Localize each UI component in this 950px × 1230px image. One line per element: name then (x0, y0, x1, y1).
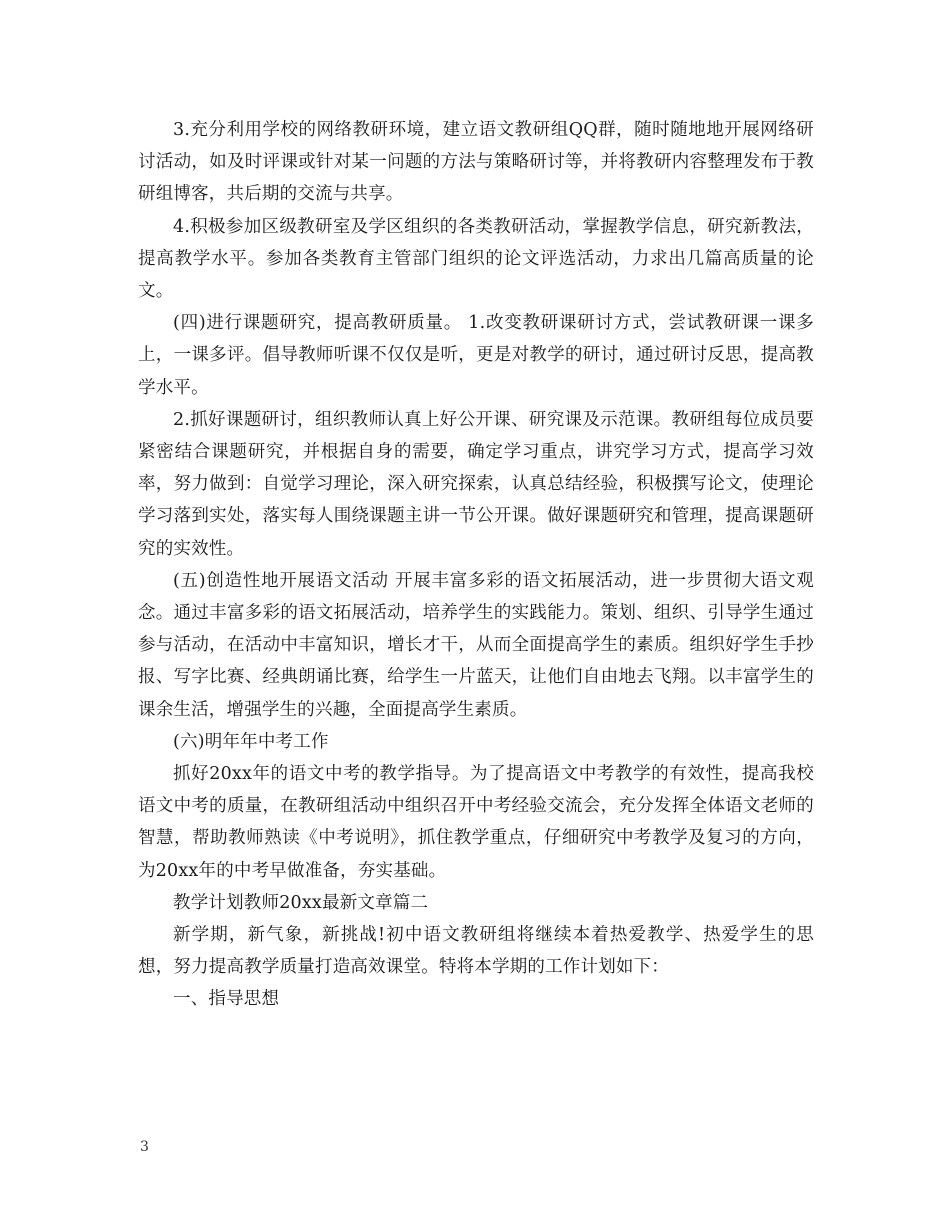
paragraph-network-research: 3.充分利用学校的网络教研环境，建立语文教研组QQ群，随时随地地开展网络研讨活动，如及时评课或针对某一问题的方法与策略研讨等，并将教研内容整理发布于教研组博客，共后期的交流与共享。 (138, 120, 814, 205)
paragraph-open-classes: 2.抓好课题研讨，组织教师认真上好公开课、研究课及示范课。教研组每位成员要紧密结合课题研究，并根据自身的需要，确定学习重点，讲究学习方式，提高学习效率，努力做到：自觉学习理论，深入研究探索，认真总结经验，积极撰写论文，使理论学习落到实处，落实每人围绕课题主讲一节公开课。做好课题研究和管理，提高课题研究的实效性。 (138, 409, 814, 559)
section-heading-guiding-ideology: 一、指导思想 (173, 989, 280, 1010)
paragraph-new-semester: 新学期，新气象，新挑战!初中语文教研组将继续本着热爱教学、热爱学生的思想，努力提高教学质量打造高效课堂。特将本学期的工作计划如下： (138, 925, 814, 978)
section-heading-exam-work: (六)明年年中考工作 (173, 731, 329, 752)
paragraph-exam-guidance: 抓好20xx年的语文中考的教学指导。为了提高语文中考教学的有效性，提高我校语文中考的质量，在教研组活动中组织召开中考经验交流会，充分发挥全体语文老师的智慧，帮助教师熟读《中考说明》，抓住教学重点，仔细研究中考教学及复习的方向，为20xx年的中考早做准备，夯实基础。 (138, 764, 814, 881)
paragraph-district-activities: 4.积极参加区级教研室及学区组织的各类教研活动，掌握教学信息，研究新教法，提高教学水平。参加各类教育主管部门组织的论文评选活动，力求出几篇高质量的论文。 (138, 216, 814, 302)
article-title-part-two: 教学计划教师20xx最新文章篇二 (173, 892, 429, 913)
page-number: 3 (140, 1139, 149, 1155)
paragraph-chinese-activities: (五)创造性地开展语文活动 开展丰富多彩的语文拓展活动，进一步贯彻大语文观念。通过丰富多彩的语文拓展活动，培养学生的实践能力。策划、组织、引导学生通过参与活动，在活动中丰富知识，增长才干，从而全面提高学生的素质。组织好学生手抄报、写字比赛、经典朗诵比赛，给学生一片蓝天，让他们自由地去飞翔。以丰富学生的课余生活，增强学生的兴趣，全面提高学生素质。 (138, 570, 814, 720)
paragraph-topic-research: (四)进行课题研究，提高教研质量。 1.改变教研课研讨方式，尝试教研课一课多上，一课多评。倡导教师听课不仅仅是听，更是对教学的研讨，通过研讨反思，提高教学水平。 (138, 313, 814, 398)
document-body (138, 114, 814, 1016)
